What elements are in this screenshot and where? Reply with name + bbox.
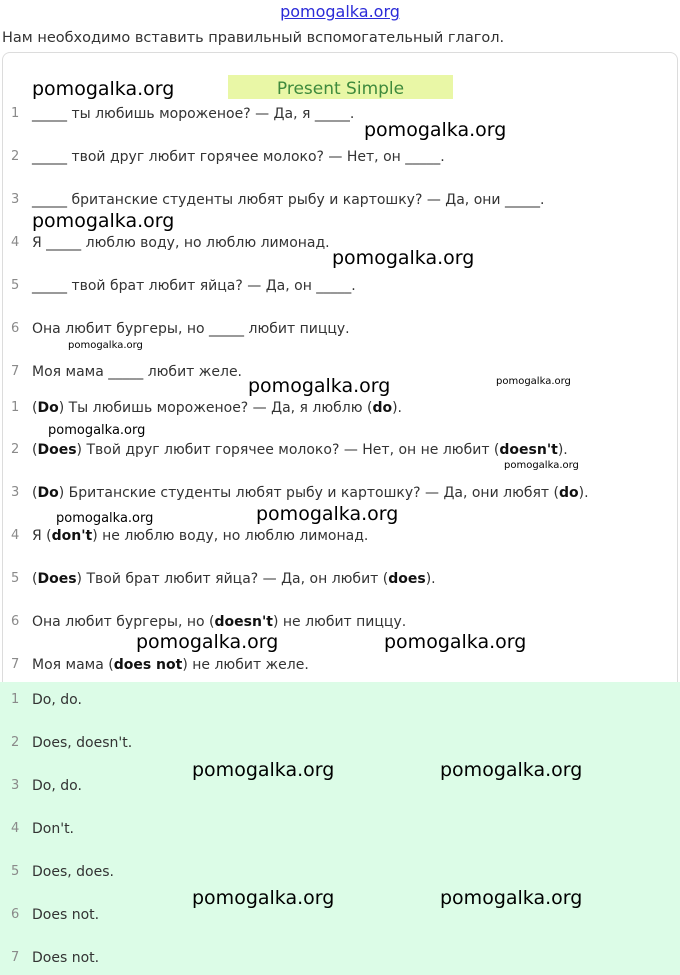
watermark: pomogalka.org (248, 375, 391, 397)
watermark: pomogalka.org (440, 759, 583, 781)
task-row (0, 318, 680, 340)
solution-row (0, 482, 680, 504)
task-number: 5 (11, 278, 20, 293)
answer-number: 7 (11, 950, 20, 965)
watermark: pomogalka.org (68, 340, 143, 351)
solution-number: 7 (11, 657, 20, 672)
site-link[interactable]: pomogalka.org (280, 2, 400, 21)
solution-number: 4 (11, 528, 20, 543)
watermark: pomogalka.org (496, 376, 571, 387)
solution-row (0, 568, 680, 590)
solution-row (0, 525, 680, 547)
watermark: pomogalka.org (136, 631, 279, 653)
solution-number: 3 (11, 485, 20, 500)
answer-row (0, 818, 680, 840)
watermark: pomogalka.org (192, 887, 335, 909)
answer-row (0, 689, 680, 711)
answer-number: 5 (11, 864, 20, 879)
solution-text: Моя мама (does not) не любит желе. (32, 657, 309, 673)
solution-number: 1 (11, 400, 20, 415)
solution-row (0, 611, 680, 633)
task-row (0, 146, 680, 168)
watermark: pomogalka.org (332, 247, 475, 269)
answer-text: Do, do. (32, 778, 82, 794)
watermark: pomogalka.org (48, 423, 146, 438)
task-number: 4 (11, 235, 20, 250)
task-text: Я _____ люблю воду, но люблю лимонад. (32, 235, 330, 251)
task-text: Она любит бургеры, но _____ любит пиццу. (32, 321, 350, 337)
watermark: pomogalka.org (256, 503, 399, 525)
task-row (0, 189, 680, 211)
answer-text: Does, does. (32, 864, 114, 880)
solution-text: Я (don't) не люблю воду, но люблю лимонад. (32, 528, 369, 544)
answer-row (0, 947, 680, 969)
solution-text: (Does) Твой брат любит яйца? — Да, он любит (does). (32, 571, 436, 587)
solution-number: 5 (11, 571, 20, 586)
task-number: 1 (11, 106, 20, 121)
answer-row (0, 732, 680, 754)
solution-row (0, 439, 680, 461)
answer-number: 2 (11, 735, 20, 750)
watermark: pomogalka.org (32, 78, 175, 100)
task-row (0, 103, 680, 125)
task-number: 3 (11, 192, 20, 207)
answer-number: 1 (11, 692, 20, 707)
task-number: 2 (11, 149, 20, 164)
task-number: 6 (11, 321, 20, 336)
task-row (0, 275, 680, 297)
answer-text: Does not. (32, 907, 100, 923)
solution-text: (Do) Ты любишь мороженое? — Да, я люблю (do). (32, 400, 402, 416)
answer-number: 4 (11, 821, 20, 836)
task-text: Моя мама _____ любит желе. (32, 364, 243, 380)
watermark: pomogalka.org (504, 460, 579, 471)
task-text: _____ твой брат любит яйца? — Да, он _____. (32, 278, 356, 294)
solution-row (0, 397, 680, 419)
task-number: 7 (11, 364, 20, 379)
watermark: pomogalka.org (384, 631, 527, 653)
topic-badge (228, 75, 453, 99)
solution-row (0, 654, 680, 676)
answer-number: 6 (11, 907, 20, 922)
answer-text: Does, doesn't. (32, 735, 133, 751)
watermark: pomogalka.org (440, 887, 583, 909)
solution-text: (Does) Твой друг любит горячее молоко? — Нет, он не любит (doesn't). (32, 442, 568, 458)
solution-number: 6 (11, 614, 20, 629)
solution-text: (Do) Британские студенты любят рыбу и картошку? — Да, они любят (do). (32, 485, 589, 501)
task-text: _____ британские студенты любят рыбу и картошку? — Да, они _____. (32, 192, 545, 208)
answer-text: Do, do. (32, 692, 82, 708)
answer-number: 3 (11, 778, 20, 793)
task-text: _____ твой друг любит горячее молоко? — Нет, он _____. (32, 149, 445, 165)
topic-badge-label: Present Simple (276, 79, 405, 99)
answer-text: Don't. (32, 821, 75, 837)
solution-number: 2 (11, 442, 20, 457)
intro-text: Нам необходимо вставить правильный вспомогательный глагол. (2, 30, 505, 46)
watermark: pomogalka.org (32, 210, 175, 232)
task-text: _____ ты любишь мороженое? — Да, я _____. (32, 106, 355, 122)
answer-row (0, 861, 680, 883)
answer-text: Does not. (32, 950, 100, 966)
watermark: pomogalka.org (192, 759, 335, 781)
solution-text: Она любит бургеры, но (doesn't) не любит пиццу. (32, 614, 407, 630)
watermark: pomogalka.org (56, 511, 154, 526)
watermark: pomogalka.org (364, 119, 507, 141)
